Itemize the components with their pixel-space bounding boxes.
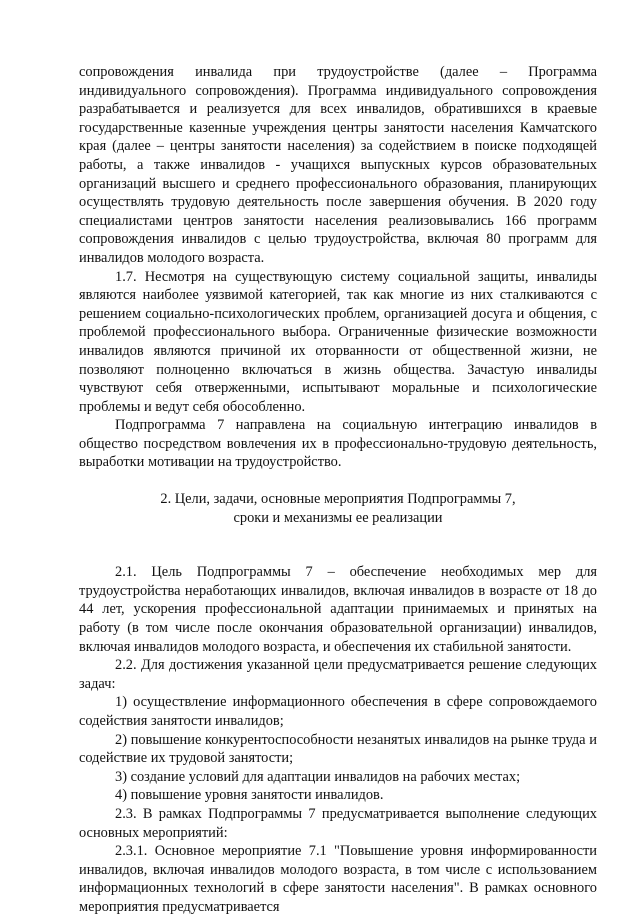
list-item-task-1: 1) осуществление информационного обеспечения в сфере сопровождаемого содействия занятости инвалидов; xyxy=(79,694,597,729)
section-heading-line-1: 2. Цели, задачи, основные мероприятия Подпрограммы 7, xyxy=(160,491,516,508)
list-item-task-3: 3) создание условий для адаптации инвалидов на рабочих местах; xyxy=(115,768,521,785)
list-item-task-2: 2) повышение конкурентоспособности незанятых инвалидов на рынке труда и содействие их трудовой занятости; xyxy=(79,731,597,767)
section-heading-line-2: сроки и механизмы ее реализации xyxy=(233,509,443,526)
spacer xyxy=(79,527,597,563)
list-item-task-4: 4) повышение уровня занятости инвалидов. xyxy=(115,787,384,804)
paragraph-program-support: сопровождения инвалида при трудоустройстве (далее – Программа индивидуального сопровождения). Программа индивидуального сопровождения разрабатывается и реализуется для всех инвалидов, обратившихся в краевые государственные казенные учреждения центры занятости населения Камчатского края (далее – центры занятости населения) за содействием в поиске подходящей работы, а также инвалидов - учащихся выпускных курсов образовательных организаций высшего и среднего профессионального образования, планирующих осуществлять трудовую деятельность после завершения обучения. В 2020 году специалистами центров занятости населения реализовывались 166 программ сопровождения инвалидов с целью трудоустройства, включая 80 программ для инвалидов молодого возраста. xyxy=(79,64,597,266)
section-heading xyxy=(79,490,597,527)
paragraph-2-3-1: 2.3.1. Основное мероприятие 7.1 "Повышение уровня информированности инвалидов, включая инвалидов молодого возраста, в том числе с использованием информационных технологий в сфере занятости населения". В рамках основного мероприятия предусматривается xyxy=(79,843,597,915)
paragraph-2-2: 2.2. Для достижения указанной цели предусматривается решение следующих задач: xyxy=(79,657,597,692)
paragraph-2-3: 2.3. В рамках Подпрограммы 7 предусматривается выполнение следующих основных мероприятий: xyxy=(79,805,597,841)
document-body xyxy=(79,63,597,917)
paragraph-1-7: 1.7. Несмотря на существующую систему социальной защиты, инвалиды являются наиболее уязвимой категорией, так как многие из них сталкиваются с решением социально-психологических проблем, организацией досуга и общения, с проблемой профессионального выбора. Ограниченные физические возможности инвалидов являются причиной их оторванности от общественной жизни, не позволяют полноценно включаться в жизнь общества. Зачастую инвалиды чувствуют себя отверженными, испытывают моральные и психологические проблемы и ведут себя обособленно. xyxy=(79,268,597,415)
paragraph-2-1: 2.1. Цель Подпрограммы 7 – обеспечение необходимых мер для трудоустройства неработающих инвалидов, включая инвалидов в возрасте от 18 до 44 лет, ускорения профессиональной адаптации принимаемых и принятых на работу (в том числе после окончания образовательной организации) инвалидов, включая инвалидов молодого возраста, и обеспечения их стабильной занятости. xyxy=(79,564,597,655)
spacer xyxy=(79,472,597,490)
paragraph-subprogram-7-aim: Подпрограмма 7 направлена на социальную интеграцию инвалидов в общество посредством вовлечения их в профессионально-трудовую деятельность, выработки мотивации на трудоустройство. xyxy=(79,417,597,471)
